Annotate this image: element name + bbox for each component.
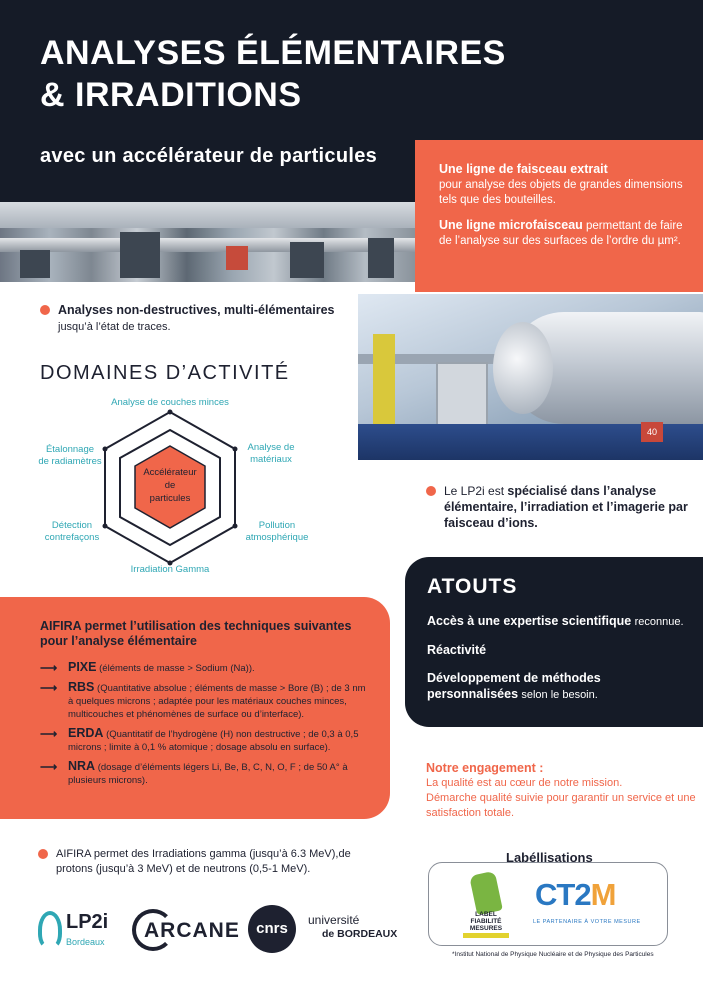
domain-gamma: Irradiation Gamma xyxy=(130,564,210,575)
labellisations-title: Labéllisations xyxy=(506,850,593,865)
partner-logos xyxy=(36,905,396,955)
ct2m-tagline: LE PARTENAIRE À VOTRE MESURE xyxy=(533,919,641,925)
extracted-beam-bold: Une ligne de faisceau extrait xyxy=(439,162,608,176)
engagement-title: Notre engagement : xyxy=(426,761,544,775)
domains-diagram xyxy=(30,392,330,580)
arcane-logo-word: ARCANE xyxy=(144,919,240,942)
lp2i-mark-icon xyxy=(38,911,62,949)
arrow-icon: ⟶ xyxy=(40,681,58,695)
intro-rest: jusqu’à l’état de traces. xyxy=(58,321,171,333)
atout-expertise xyxy=(427,613,685,630)
technique-pixe xyxy=(40,661,372,675)
domain-counterfeit xyxy=(32,520,112,544)
bullet-dot xyxy=(38,849,48,859)
technique-name: RBS xyxy=(68,680,95,694)
label-fiabilite-logo xyxy=(459,873,513,939)
lp2i-logo xyxy=(36,907,132,953)
arrow-icon: ⟶ xyxy=(40,661,58,675)
photo-red-box xyxy=(226,246,248,270)
label-fiabilite-text: LABEL FIABILITÉ MESURES xyxy=(469,911,503,932)
bullet-dot xyxy=(40,305,50,315)
center-label-line: de xyxy=(164,480,176,491)
arrow-icon: ⟶ xyxy=(40,727,58,741)
node-top xyxy=(168,410,173,415)
technique-erda xyxy=(40,727,372,754)
technique-nra xyxy=(40,760,372,787)
domain-label-line: matériaux xyxy=(250,454,292,465)
ct2m-logo-part: M xyxy=(590,877,616,912)
atout-rest: reconnue. xyxy=(634,616,684,628)
engagement-block xyxy=(426,760,696,821)
domain-label-line: Analyse de xyxy=(247,442,295,453)
ubx-logo-line: université xyxy=(308,913,360,927)
gamma-irradiation-text: AIFIRA permet des Irradiations gamma (jusqu’à 6.3 MeV),de protons (jusqu’à 3 MeV) et de neutrons (0,5-1 MeV). xyxy=(56,848,351,875)
photo-tank-cap xyxy=(493,322,553,414)
beam-lines-box xyxy=(415,140,703,292)
atout-reactivity xyxy=(427,642,685,658)
photo-yellow-support xyxy=(373,334,395,424)
microbeam-text xyxy=(439,218,689,249)
photo-device xyxy=(20,250,50,278)
label-bar xyxy=(463,933,509,938)
domain-label-line: de radiamètres xyxy=(38,456,102,467)
labellisations-box xyxy=(428,862,668,946)
domain-label-line: Détection xyxy=(51,520,93,531)
center-label-line: Accélérateur xyxy=(143,467,197,478)
title-line-1: ANALYSES ÉLÉMENTAIRES xyxy=(40,34,506,72)
atout-rest: selon le besoin. xyxy=(521,689,598,701)
photo-beamline xyxy=(0,238,415,252)
cnrs-logo: cnrs xyxy=(248,905,296,953)
bullet-dot xyxy=(426,486,436,496)
microbeam-bold: Une ligne microfaisceau xyxy=(439,218,583,232)
technique-desc: (éléments de masse > Sodium (Na)). xyxy=(99,663,255,674)
title-line-2: & IRRADITIONS xyxy=(40,76,302,114)
technique-name: NRA xyxy=(68,759,96,773)
technique-name: ERDA xyxy=(68,726,104,740)
accelerator-machine-photo xyxy=(358,294,703,460)
techniques-box xyxy=(0,597,390,819)
domain-calibration xyxy=(30,444,110,468)
photo-ceiling xyxy=(0,202,415,228)
domain-thin-layers: Analyse de couches minces xyxy=(111,397,229,408)
domain-label-line: Étalonnage xyxy=(45,444,95,455)
accelerator-hall-photo xyxy=(0,202,415,282)
atout-bold: Développement de méthodes personnalisées xyxy=(427,671,601,701)
lp2i-lead: Le LP2i est xyxy=(444,484,505,498)
page-title xyxy=(40,32,560,116)
center-label-line: particules xyxy=(149,493,191,504)
technique-desc: (Quantitative absolue ; éléments de masse > Bore (B) ; de 3 nm à quelques microns ; adaptée pour les matériaux couches minces, multicouches et phénomènes de surface ou d’interface). xyxy=(68,683,366,720)
photo-device xyxy=(290,242,324,278)
lp2i-logo-word: LP2i xyxy=(66,911,109,933)
techniques-heading: AIFIRA permet l’utilisation des techniques suivantes pour l’analyse élémentaire xyxy=(40,619,352,648)
domain-label-line: atmosphérique xyxy=(245,532,309,543)
lp2i-specialization-text xyxy=(444,483,694,531)
intro-bold: Analyses non-destructives, multi-élémentaires xyxy=(58,303,335,317)
microbeam-rest: permettant de faire de l’analyse sur des surfaces de l’ordre du µm². xyxy=(439,220,683,247)
photo-device xyxy=(120,232,160,278)
domain-pollution xyxy=(236,520,318,544)
ct2m-logo-part: CT2 xyxy=(535,877,591,912)
intro-text xyxy=(58,302,334,335)
engagement-line: La qualité est au cœur de notre mission. xyxy=(426,777,623,789)
atout-bold: Accès à une expertise scientifique xyxy=(427,614,632,628)
footnote: *Institut National de Physique Nucléaire et de Physique des Particules xyxy=(452,951,654,958)
photo-number-tag: 40 xyxy=(641,422,663,442)
ct2m-logo xyxy=(535,877,615,913)
atouts-box xyxy=(405,557,703,727)
technique-desc: (dosage d’éléments légers Li, Be, B, C, N, O, F ; de 50 A° à plusieurs microns). xyxy=(68,762,348,786)
domains-title: DOMAINES D’ACTIVITÉ xyxy=(40,362,290,384)
technique-rbs xyxy=(40,681,372,721)
page-subtitle: avec un accélérateur de particules xyxy=(40,145,378,167)
extracted-beam-rest: pour analyse des objets de grandes dimensions tels que des bouteilles. xyxy=(439,179,683,206)
universite-bordeaux-logo xyxy=(308,913,398,949)
extracted-beam-text xyxy=(439,162,689,208)
domain-label-line: Pollution xyxy=(258,520,296,531)
ubx-logo-line: de BORDEAUX xyxy=(322,928,398,940)
center-label xyxy=(135,466,205,505)
technique-desc: (Quantitatif de l’hydrogène (H) non destructive ; de 0,3 à 0,5 microns ; limite à 0,1 % atomique ; dosage absolu en surface). xyxy=(68,729,359,753)
arrow-icon: ⟶ xyxy=(40,760,58,774)
atout-bold: Réactivité xyxy=(427,643,487,657)
label-ribbon-icon xyxy=(469,871,503,916)
atout-methods xyxy=(427,670,685,703)
domain-materials xyxy=(236,442,306,466)
lp2i-bold: spécialisé dans l’analyse élémentaire, l’irradiation et l’imagerie par faisceau d’ions. xyxy=(444,484,688,530)
lp2i-logo-sub: Bordeaux xyxy=(66,937,105,947)
atouts-title: ATOUTS xyxy=(427,575,518,598)
domain-label-line: contrefaçons xyxy=(44,532,100,543)
photo-device xyxy=(368,238,394,278)
engagement-line: Démarche qualité suivie pour garantir un service et une satisfaction totale. xyxy=(426,792,696,819)
technique-name: PIXE xyxy=(68,660,97,674)
arcane-logo xyxy=(132,905,242,953)
